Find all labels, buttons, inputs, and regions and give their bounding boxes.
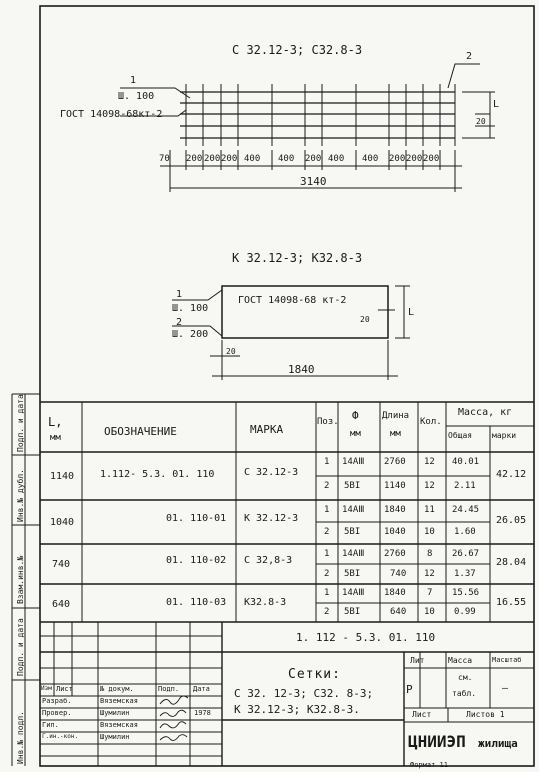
cell-mass: 2.11 bbox=[454, 481, 476, 491]
cell-L: 1140 bbox=[50, 471, 75, 482]
header-mass: Масса, кг bbox=[458, 407, 513, 418]
cell-mass: 26.67 bbox=[452, 549, 480, 559]
cell-mark: С 32,8-3 bbox=[244, 555, 293, 566]
drawing1-dim-20: 20 bbox=[476, 117, 486, 126]
sheet-label: Лист bbox=[412, 710, 432, 719]
dim: 400 bbox=[278, 154, 295, 164]
document-code: 1. 112 - 5.3. 01. 110 bbox=[296, 631, 436, 644]
cell-phi: 14АⅢ bbox=[342, 588, 365, 598]
gip-name: Вяземская bbox=[100, 721, 138, 729]
dim: 200 bbox=[204, 154, 221, 164]
cell-designation: 01. 110-03 bbox=[166, 597, 227, 608]
document-name-line3: К 32.12-3; К32.8-3. bbox=[234, 703, 360, 716]
cell-mass: 1.37 bbox=[454, 569, 476, 579]
side-label: Инв.№ подл. bbox=[16, 711, 25, 764]
lit-value: Р bbox=[406, 683, 413, 696]
cell-phi: 5ВI bbox=[344, 481, 361, 491]
role-chief-constructor: Г.ин.-кон. bbox=[42, 733, 79, 740]
cell-phi: 14АⅢ bbox=[342, 457, 365, 467]
cell-pos: 1 bbox=[324, 549, 330, 559]
dim: 400 bbox=[362, 154, 379, 164]
cell-length: 1040 bbox=[384, 527, 406, 537]
cell-mass: 0.99 bbox=[454, 607, 476, 617]
cell-phi: 14АⅢ bbox=[342, 549, 365, 559]
header-mass-mark: марки bbox=[492, 431, 517, 440]
cell-pos: 2 bbox=[324, 569, 330, 579]
scale-value: — bbox=[502, 683, 509, 694]
side-label: Подп. и дата bbox=[16, 618, 25, 676]
cell-length: 1840 bbox=[384, 588, 406, 598]
cell-pos: 1 bbox=[324, 457, 330, 467]
header-mass-total: Общая bbox=[448, 431, 473, 440]
dim: 200 bbox=[389, 154, 406, 164]
dim: 70 bbox=[159, 154, 170, 164]
cell-pos: 2 bbox=[324, 481, 330, 491]
cell-qty: 11 bbox=[424, 505, 435, 515]
drawing1-std: ГОСТ 14098-68кт-2 bbox=[60, 109, 163, 120]
header-length-unit: мм bbox=[390, 429, 401, 439]
col-list: Лист bbox=[56, 685, 73, 693]
dim: 400 bbox=[244, 154, 261, 164]
cell-mass: 24.45 bbox=[452, 505, 480, 515]
cell-designation: 1.112- 5.3. 01. 110 bbox=[100, 469, 215, 480]
dim: 200 bbox=[406, 154, 423, 164]
cell-L: 640 bbox=[52, 599, 71, 610]
sheets-label: Листов 1 bbox=[466, 710, 505, 719]
drawing1-callout1-label: Ш. 100 bbox=[118, 91, 155, 102]
checker-name: Шумилин bbox=[100, 709, 130, 717]
drawing2-callout2: 2 bbox=[176, 317, 183, 328]
drawing2-dim-20b: 20 bbox=[226, 347, 236, 356]
org-name: ЦНИИЭП bbox=[408, 732, 466, 751]
drawing2-dim-L: L bbox=[408, 307, 415, 318]
signature bbox=[160, 735, 187, 741]
cell-mark-mass: 42.12 bbox=[496, 469, 527, 480]
signature bbox=[160, 722, 186, 728]
cell-length: 1140 bbox=[384, 481, 406, 491]
cell-L: 1040 bbox=[50, 517, 75, 528]
col-doc: № докум. bbox=[100, 685, 134, 693]
document-name: Сетки: bbox=[288, 667, 341, 682]
drawing1-callout2: 2 bbox=[466, 51, 473, 62]
drawing1-callout1: 1 bbox=[130, 75, 137, 86]
col-podp: Подп. bbox=[158, 685, 180, 693]
drawing2-callout2-label: Ш. 200 bbox=[172, 329, 209, 340]
signature bbox=[160, 696, 188, 704]
dim: 200 bbox=[221, 154, 238, 164]
col-date: Дата bbox=[193, 685, 210, 693]
dim: 200 bbox=[423, 154, 440, 164]
cell-phi: 14АⅢ bbox=[342, 505, 365, 515]
drawing2-title: К 32.12-3; К32.8-3 bbox=[232, 251, 363, 265]
role-developer: Разраб. bbox=[42, 697, 72, 705]
drawing1-title: С 32.12-3; С32.8-3 bbox=[232, 43, 363, 57]
header-qty: Кол. bbox=[420, 417, 442, 427]
drawing2-total: 1840 bbox=[288, 363, 315, 376]
cell-mass: 15.56 bbox=[452, 588, 480, 598]
cell-phi: 5ВI bbox=[344, 527, 361, 537]
mass-label: Масса bbox=[448, 656, 473, 665]
header-pos: Поз. bbox=[317, 417, 339, 427]
chief-constructor-name: Шумилин bbox=[100, 733, 130, 741]
cell-phi: 5ВI bbox=[344, 607, 361, 617]
header-length: Длина bbox=[382, 411, 410, 421]
cell-qty: 10 bbox=[424, 607, 435, 617]
header-mark: МАРКА bbox=[250, 423, 284, 436]
cell-length: 740 bbox=[390, 569, 407, 579]
drawing2-callout1-label: Ш. 100 bbox=[172, 303, 209, 314]
drawing2-dim-20a: 20 bbox=[360, 315, 370, 324]
cell-mass: 40.01 bbox=[452, 457, 480, 467]
cell-mark-mass: 28.04 bbox=[496, 557, 527, 568]
cell-pos: 2 bbox=[324, 527, 330, 537]
checker-date: 1978 bbox=[194, 709, 211, 717]
cell-L: 740 bbox=[52, 559, 71, 570]
cell-length: 2760 bbox=[384, 549, 406, 559]
cell-mark: К 32.12-3 bbox=[244, 513, 299, 524]
format-label: Формат 11 bbox=[410, 761, 448, 769]
header-phi-unit: мм bbox=[350, 429, 361, 439]
header-designation: ОБОЗНАЧЕНИЕ bbox=[104, 425, 177, 438]
cell-qty: 12 bbox=[424, 481, 435, 491]
cell-qty: 7 bbox=[427, 588, 433, 598]
cell-pos: 1 bbox=[324, 505, 330, 515]
header-L: L, bbox=[48, 415, 63, 429]
cell-length: 2760 bbox=[384, 457, 406, 467]
col-izm: Изм bbox=[41, 685, 52, 692]
dim: 200 bbox=[186, 154, 203, 164]
drawing1-dim-L: L bbox=[493, 99, 500, 110]
scale-label: Масштаб bbox=[492, 656, 522, 664]
document-name-line2: С 32. 12-3; С32. 8-3; bbox=[234, 687, 374, 700]
cell-qty: 12 bbox=[424, 569, 435, 579]
dim: 400 bbox=[328, 154, 345, 164]
side-label: Подп. и дата bbox=[16, 394, 25, 452]
header-L-unit: мм bbox=[50, 433, 61, 443]
cell-pos: 1 bbox=[324, 588, 330, 598]
lit-label: Лит bbox=[410, 656, 425, 665]
drawing2-callout1: 1 bbox=[176, 289, 183, 300]
cell-mark-mass: 16.55 bbox=[496, 597, 527, 608]
signature bbox=[160, 710, 186, 716]
developer-name: Вяземская bbox=[100, 697, 138, 705]
cell-qty: 8 bbox=[427, 549, 433, 559]
mass-value-1: см. bbox=[458, 673, 473, 682]
dim: 200 bbox=[305, 154, 322, 164]
cell-length: 640 bbox=[390, 607, 407, 617]
side-label: Взам.инв.№ bbox=[16, 555, 25, 604]
header-phi: Ф bbox=[352, 409, 359, 422]
cell-mass: 1.60 bbox=[454, 527, 476, 537]
cell-qty: 12 bbox=[424, 457, 435, 467]
role-checker: Провер. bbox=[42, 709, 72, 717]
cell-qty: 10 bbox=[424, 527, 435, 537]
cell-designation: 01. 110-01 bbox=[166, 513, 227, 524]
drawing1-total: 3140 bbox=[300, 175, 327, 188]
cell-mark: С 32.12-3 bbox=[244, 467, 299, 478]
drawing2-std: ГОСТ 14098-68 кт-2 bbox=[238, 295, 347, 306]
cell-pos: 2 bbox=[324, 607, 330, 617]
org-name-2: жилища bbox=[478, 737, 518, 750]
side-label: Инв.№ дубл. bbox=[16, 469, 25, 522]
role-gip: Гип. bbox=[42, 721, 59, 729]
cell-mark-mass: 26.05 bbox=[496, 515, 527, 526]
cell-phi: 5ВI bbox=[344, 569, 361, 579]
mass-value-2: табл. bbox=[452, 689, 477, 698]
cell-mark: К32.8-3 bbox=[244, 597, 287, 608]
cell-designation: 01. 110-02 bbox=[166, 555, 227, 566]
cell-length: 1840 bbox=[384, 505, 406, 515]
